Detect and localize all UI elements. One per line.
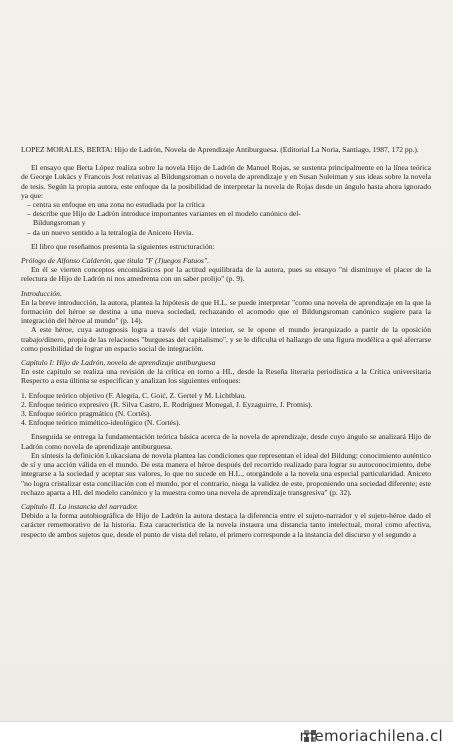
footer-brand-link[interactable]: memoriachilena.cl: [299, 727, 443, 745]
list-item: 2. Enfoque teórico expresivo (R. Silva Castro, E. Rodríguez Monegal, J. Eyzaguirre, J. Promis).: [21, 399, 313, 409]
capitulo-1-heading: Capítulo I: Hijo de Ladrón, novela de aprendizaje antiburguesa: [21, 358, 216, 368]
enfoques-list: [21, 391, 431, 428]
list-item: 4. Enfoque teórico mimético-ideológico (N. Cortés).: [21, 418, 181, 428]
list-item: 1. Enfoque teórico objetivo (F. Alegría, C. Goić, Z. Gertel y M. Lichtblau.: [21, 390, 247, 400]
capitulo-2-heading: Capítulo II. La instancia del narrador.: [21, 501, 139, 511]
review-body: [21, 145, 431, 539]
introduccion-paragraph-1: En la breve introducción, la autora, plantea la hipótesis de que H.L. se puede interpretar "como una novela de aprendizaje en la que la formación del héroe se destina a una nueva sociedad, rechazando el acomodo que el Bildungsroman canónico sugiere para la integración del héroe al mundo" (p. 14).: [21, 297, 431, 326]
list-item: – centra su enfoque en una zona no estudiada por la crítica: [27, 200, 205, 210]
list-reasons: [21, 200, 431, 237]
capitulo-1-paragraph-1: En este capítulo se realiza una revisión de la crítica en torno a HL, desde la Reseña literaria periodística a la Crítica universitaria Respecto a esta última se especifican y analizan los siguientes enfoques:: [21, 367, 431, 386]
paragraph-structure: El libro que reseñamos presenta la siguientes estructuración:: [31, 241, 215, 251]
capitulo-1-paragraph-3: En síntesis la definición Lukacsiana de novela plantea las condiciones que representan el ideal del Bildung: conocimiento auténtico de sí y una acción válida en el mundo. De esta manera el héroe después del recorrido realizado para lograr su autoconocimiento, debe integrarse a la sociedad y aceptar sus valores, lo que no sucede en H.L., otorgándole a la novela una especial particularidad. Aniceto "no logra cristalizar esta conciliación con el mundo, por el contrario, niega la validez de este, proponiendo una sociedad diferente; este rechazo aparta a HL del modelo canónico y la muestra como una novela de aprendizaje transgresiva" (p. 32).: [21, 450, 431, 497]
list-item: – da un nuevo sentido a la tetralogía de Aniceto Hevia.: [27, 227, 194, 237]
footer-bar: [0, 721, 453, 750]
list-item: Bildungsroman y: [33, 218, 86, 228]
introduccion-paragraph-2: A este héroe, cuya autognosis logra a través del viaje interior, se le opone el mundo jerarquizado a partir de la oposición trabajo/dinero, propia de las relaciones "burguesas del capitalismo", y se le dificulta el hallazgo de una figura modélica a qué aferrarse como posibilidad de lograr un espacio social de integración.: [21, 325, 431, 353]
prologo-text: En él se vierten conceptos encomiásticos por la actitud equilibrada de la autora, pues su ensayo "ni disminuye el placer de la relectura de Hijo de Ladrón ni nos amedrenta con un saber prolijo" (p. 9).: [21, 265, 431, 284]
capitulo-2-paragraph-1: Debido a la forma autobiográfica de Hijo de Ladrón la autora destaca la diferencia entre el sujeto-narrador y el sujeto-héroe dado el carácter rememorativo de la historia. Esta característica de la novela instaura una distancia tanto intelectual, moral como afectiva, respecto de ambos sujetos que, desde el punto de vista del relato, el primero corresponde a la instancia del discurso y el segundo a: [21, 511, 431, 539]
introduccion-heading: Introducción.: [21, 288, 62, 298]
book-reference: LOPEZ MORALES, BERTA: Hijo de Ladrón, Novela de Aprendizaje Antiburguesa. (Editorial La Noria, Santiago, 1987, 172 pp.).: [21, 145, 419, 154]
capitulo-1-paragraph-2: Enseguida se entrega la fundamentación teórica básica acerca de la novela de aprendizaje, desde cuyo ángulo se analizará Hijo de Ladrón como novela de aprendizaje antiburguesa.: [21, 432, 431, 451]
list-item: 3. Enfoque teórico pragmático (N. Cortés).: [21, 409, 152, 419]
paragraph-intro: El ensayo que Berta López realiza sobre la novela Hijo de Ladrón de Manuel Rojas, se sustenta principalmente en la línea teórica de George Lukács y Francois Jost relativas al Bildungsroman o novela de aprendizaje y en Susan Suleiman y sus ideas sobre la novela de tesis. Según la propia autora, este enfoque da la posibilidad de interpretar la novela de Rojas desde un ángulo hasta ahora ignorado ya que:: [21, 163, 431, 200]
prologo-heading: Prólogo de Alfonso Calderón, que titula "F (J)uegos Fatuos".: [21, 256, 210, 266]
list-item: – describe que Hijo de Ladrón introduce importantes variantes en el modelo canónico del-: [27, 209, 301, 219]
